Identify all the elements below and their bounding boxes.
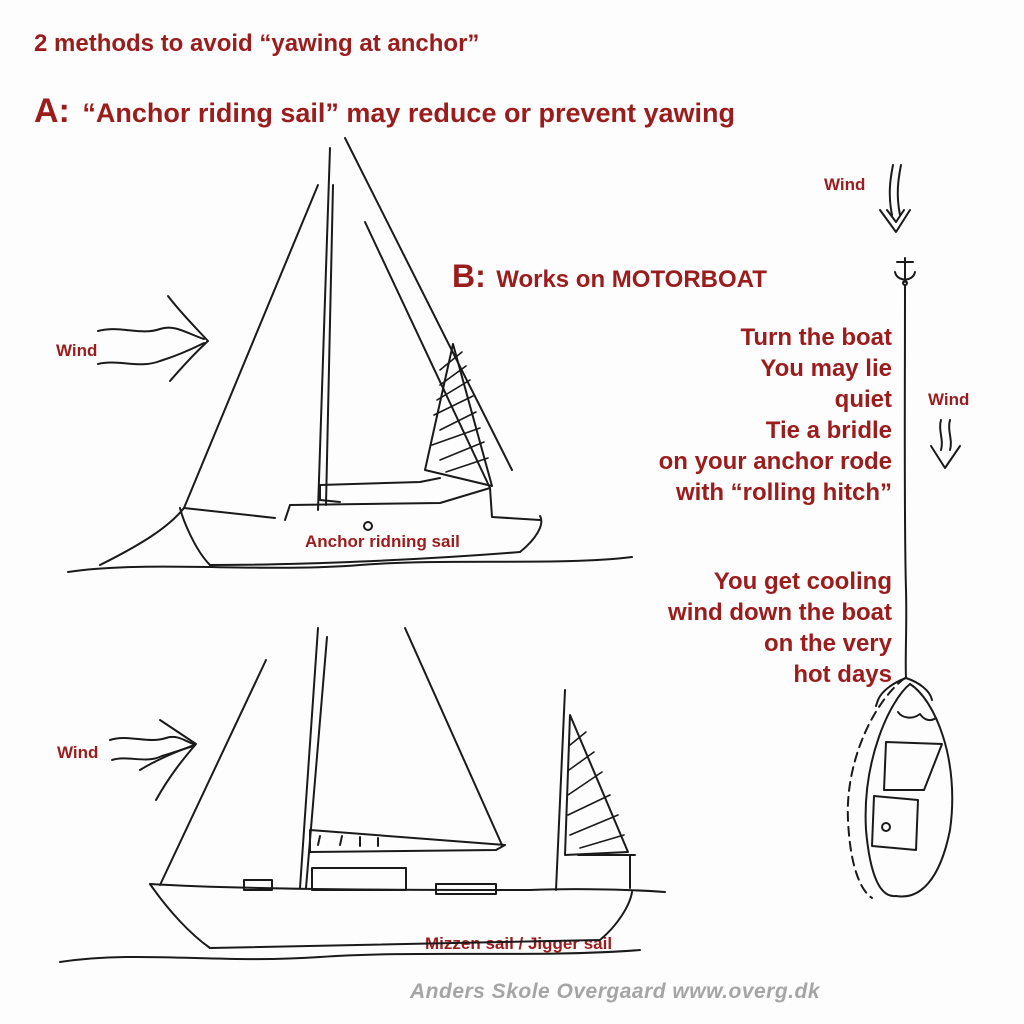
- wind-label-side: Wind: [928, 390, 970, 409]
- benefit-line: wind down the boat: [668, 599, 892, 626]
- section-b-letter: B:: [452, 258, 486, 294]
- boat2-sketch: [60, 628, 665, 962]
- boat2-caption: Mizzen sail / Jigger sail: [425, 934, 613, 953]
- instruction-line: You may lie: [760, 355, 892, 382]
- anchor-icon: [895, 258, 915, 285]
- benefit-line: You get cooling: [713, 568, 892, 595]
- wind-arrow-boat2: [110, 720, 196, 800]
- instruction-line: quiet: [834, 386, 892, 413]
- wind-arrow-boat1: [98, 296, 208, 381]
- boat1-caption: Anchor ridning sail: [305, 532, 460, 551]
- wind-arrow-side: [931, 420, 960, 468]
- wind-label-boat2: Wind: [57, 743, 99, 762]
- benefit-line: on the very: [763, 630, 892, 657]
- section-a-letter: A:: [34, 92, 70, 130]
- instruction-line: Tie a bridle: [765, 417, 892, 444]
- boat1-sail-hatching: [432, 352, 488, 472]
- section-a-text: “Anchor riding sail” may reduce or prevent yawing: [82, 98, 736, 128]
- instruction-line: with “rolling hitch”: [676, 479, 892, 506]
- wind-label-top: Wind: [824, 175, 866, 194]
- benefit-line: hot days: [793, 661, 892, 688]
- anchor-rode: [905, 285, 907, 678]
- wind-arrow-top: [880, 165, 910, 232]
- page-title: 2 methods to avoid “yawing at anchor”: [34, 30, 480, 57]
- instruction-line: on your anchor rode: [658, 448, 892, 475]
- instruction-line: Turn the boat: [740, 324, 892, 351]
- motorboat-sketch: [848, 678, 952, 898]
- wind-label-boat1: Wind: [56, 341, 98, 360]
- boat1-sketch: [68, 138, 632, 572]
- boat2-mizzen-hatching: [568, 732, 624, 848]
- section-b-text: Works on MOTORBOAT: [496, 266, 767, 293]
- credit-text: Anders Skole Overgaard www.overg.dk: [410, 980, 821, 1003]
